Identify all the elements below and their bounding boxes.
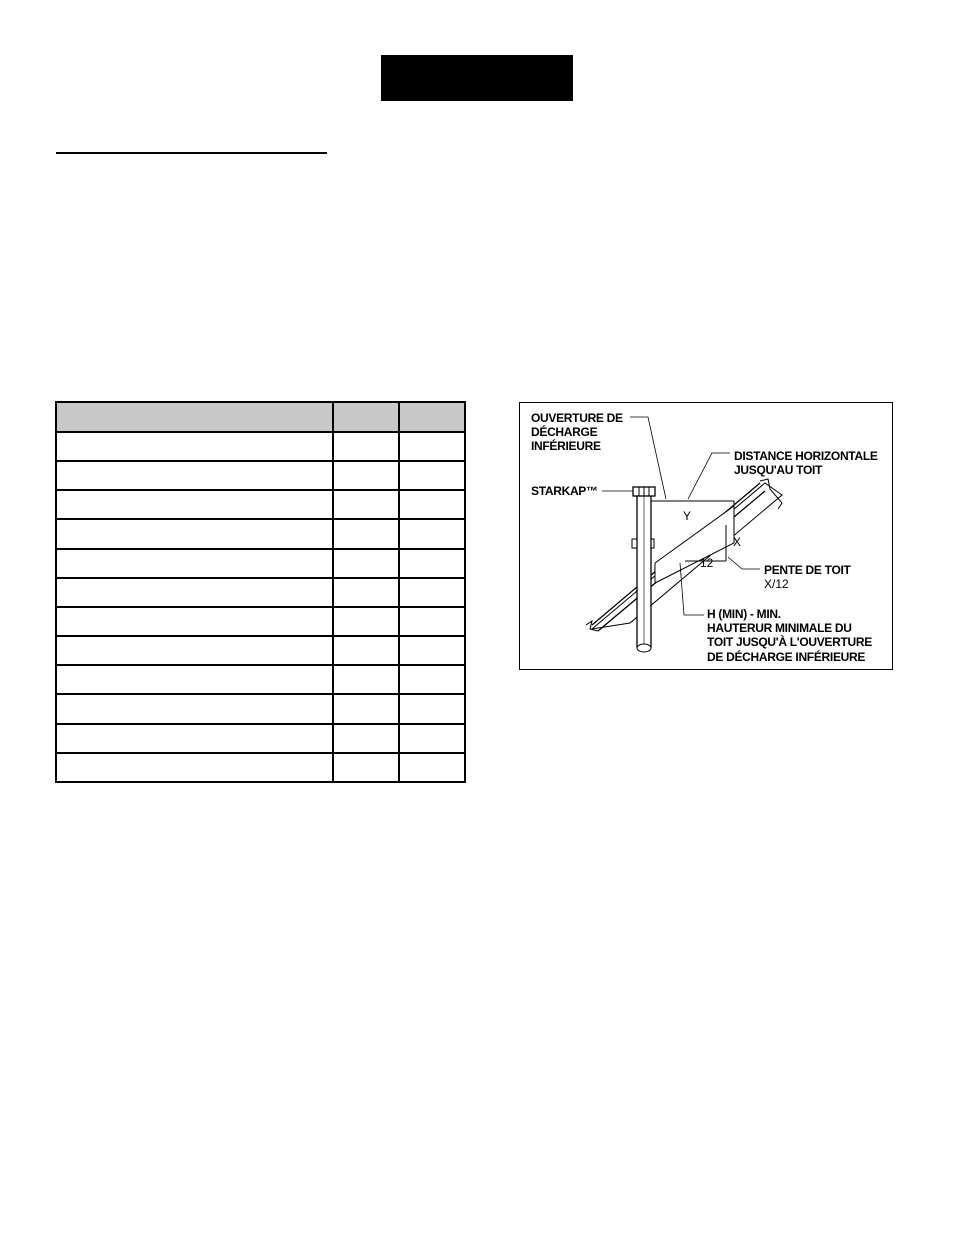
specification-table: [55, 401, 466, 783]
table-header-row: [56, 402, 465, 432]
section-heading-underline: [56, 152, 327, 154]
table-cell: [399, 432, 465, 461]
table-cell: [56, 519, 333, 548]
table-cell: [56, 636, 333, 665]
table-cell: [399, 578, 465, 607]
label-outlet-line2: DÉCHARGE: [531, 425, 598, 439]
table-cell: [333, 490, 399, 519]
label-x: X: [733, 535, 742, 549]
table-header-cell: [333, 402, 399, 432]
table-cell: [56, 432, 333, 461]
table-cell: [56, 461, 333, 490]
table-cell: [333, 432, 399, 461]
table-cell: [56, 549, 333, 578]
table-cell: [399, 607, 465, 636]
table-row: [56, 753, 465, 782]
table-row: [56, 578, 465, 607]
table-cell: [399, 461, 465, 490]
label-outlet-line1: OUVERTURE DE: [531, 411, 623, 425]
table-row: [56, 519, 465, 548]
table-cell: [399, 519, 465, 548]
table-header-cell: [56, 402, 333, 432]
table-cell: [333, 724, 399, 753]
table-cell: [333, 694, 399, 723]
page-title-block: [381, 55, 573, 101]
table-cell: [56, 724, 333, 753]
table-cell: [333, 461, 399, 490]
label-12: 12: [700, 556, 714, 570]
label-hmin-line2: HAUTERUR MINIMALE DU: [707, 621, 852, 635]
horizontal-leader: [688, 453, 730, 499]
label-hmin-line1: H (MIN) - MIN.: [707, 607, 781, 621]
label-pitch-line1: PENTE DE TOIT: [764, 563, 851, 577]
table-row: [56, 665, 465, 694]
vent-pipe-bottom: [637, 644, 651, 652]
table-cell: [399, 636, 465, 665]
table-row: [56, 549, 465, 578]
label-pitch-line2: X/12: [764, 577, 789, 591]
label-hmin-line3: TOIT JUSQU'À L'OUVERTURE: [707, 635, 872, 649]
label-outlet-line3: INFÉRIEURE: [531, 439, 601, 453]
table-cell: [333, 607, 399, 636]
label-y: Y: [683, 509, 692, 523]
table-row: [56, 724, 465, 753]
label-hmin-line4: DE DÉCHARGE INFÉRIEURE: [707, 650, 866, 664]
roof-fascia: [655, 506, 734, 583]
pitch-leader: [728, 557, 760, 569]
table-row: [56, 432, 465, 461]
table-cell: [333, 578, 399, 607]
table-cell: [56, 578, 333, 607]
table-row: [56, 694, 465, 723]
table-cell: [399, 753, 465, 782]
table-cell: [56, 607, 333, 636]
table-header-cell: [399, 402, 465, 432]
table-cell: [333, 636, 399, 665]
table-cell: [56, 490, 333, 519]
label-horizontal-line1: DISTANCE HORIZONTALE: [734, 449, 878, 463]
table-cell: [56, 753, 333, 782]
table-row: [56, 461, 465, 490]
table-cell: [333, 519, 399, 548]
table-cell: [399, 549, 465, 578]
label-horizontal-line2: JUSQU'AU TOIT: [734, 463, 823, 477]
label-starkap: STARKAP™: [531, 484, 598, 498]
table-row: [56, 607, 465, 636]
table-cell: [56, 694, 333, 723]
roof-clearance-diagram: [519, 402, 893, 670]
table-row: [56, 490, 465, 519]
roof-diagram-drawing: [520, 403, 894, 671]
table-cell: [399, 490, 465, 519]
table-cell: [56, 665, 333, 694]
table-cell: [333, 753, 399, 782]
table-cell: [399, 694, 465, 723]
table-cell: [399, 724, 465, 753]
table-row: [56, 636, 465, 665]
table-cell: [399, 665, 465, 694]
table-cell: [333, 665, 399, 694]
table-cell: [333, 549, 399, 578]
